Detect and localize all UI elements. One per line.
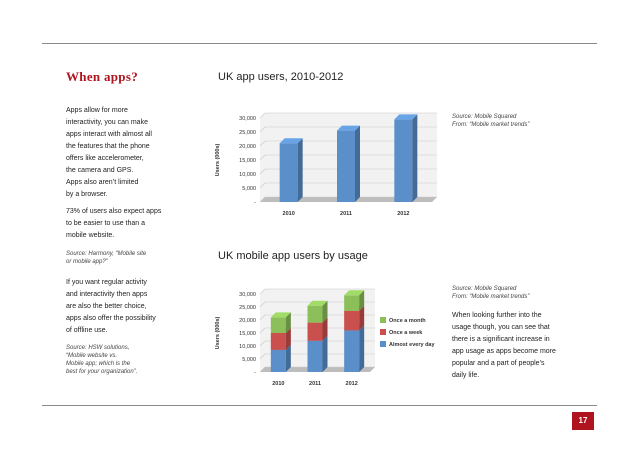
bar-2011-front: [337, 131, 355, 202]
text-line: 73% of users also expect apps: [66, 208, 162, 215]
activity-paragraph: [66, 277, 191, 337]
text-line: Apps also aren’t limited: [66, 179, 139, 186]
text-line: to be easier to use than a: [66, 220, 145, 227]
y-tick-label: 20,000: [239, 318, 256, 324]
text-line: the camera and GPS.: [66, 167, 134, 174]
bar-2011-seg-2: [308, 301, 328, 323]
text-line: offers like accelerometer,: [66, 155, 144, 162]
y-axis-label: Users (000s): [215, 316, 221, 350]
bar-2011-side: [355, 126, 360, 202]
text-line: app usage as apps become more: [452, 348, 556, 355]
app-usage-stacked-chart: [210, 280, 440, 392]
source-line: Mobile app; which is the: [66, 361, 131, 367]
legend-label: Almost every day: [389, 342, 435, 348]
bar-2011-seg-2-front: [308, 306, 323, 323]
bar-2012-seg-0-front: [344, 330, 359, 372]
bar-2011-seg-1-front: [308, 323, 323, 341]
text-line: usage though, you can see that: [452, 324, 550, 331]
chart-legend: [380, 317, 435, 348]
y-tick-label: 30,000: [239, 116, 256, 122]
x-tick-label: 2010: [272, 381, 285, 387]
text-line: there is a significant increase in: [452, 336, 550, 343]
bar-2011-seg-0: [308, 336, 328, 372]
usage-paragraph: [452, 310, 582, 382]
chart2-title: UK mobile app users by usage: [218, 250, 368, 262]
y-tick-label: 20,000: [239, 144, 256, 150]
source-line: “Mobile website vs.: [66, 353, 118, 359]
bar-2010-seg-1-front: [271, 333, 286, 350]
text-line: Apps allow for more: [66, 107, 128, 114]
bar-2011-seg-0-side: [323, 336, 328, 372]
text-line: and interactivity then apps: [66, 291, 148, 298]
x-tick-label: 2011: [340, 211, 352, 217]
bar-2011: [337, 126, 360, 202]
expectation-paragraph: [66, 206, 191, 242]
source-line: From: “Mobile market trends”: [452, 294, 530, 300]
bar-2010-seg-0-front: [271, 350, 286, 372]
x-tick-label: 2012: [345, 381, 358, 387]
bar-2012-seg-1-front: [344, 311, 359, 331]
text-line: mobile website.: [66, 232, 115, 239]
page-number: 17: [572, 412, 594, 430]
text-line: When looking further into the: [452, 312, 542, 319]
bar-2012-seg-0: [344, 325, 364, 372]
y-tick-label: 15,000: [239, 331, 256, 337]
y-tick-label: 30,000: [239, 292, 256, 298]
y-axis-label: Users (000s): [215, 143, 221, 177]
chart1-title: UK app users, 2010-2012: [218, 71, 344, 83]
text-line: If you want regular activity: [66, 279, 147, 286]
bar-2012-seg-2-front: [344, 295, 359, 311]
legend-label: Once a week: [389, 330, 423, 336]
source-note-hsw: [66, 344, 196, 376]
bar-2012: [394, 114, 417, 202]
y-tick-label: 15,000: [239, 158, 256, 164]
source-line: Source: Harmony, “Mobile site: [66, 251, 147, 257]
source-line: or mobile app?”: [66, 259, 108, 265]
x-tick-label: 2010: [282, 211, 295, 217]
y-tick-label: 5,000: [242, 186, 256, 192]
y-tick-label: -: [254, 200, 256, 206]
text-line: of offline use.: [66, 327, 108, 334]
x-tick-label: 2011: [309, 381, 321, 387]
y-tick-label: -: [254, 370, 256, 376]
bar-2010-seg-2-front: [271, 317, 286, 333]
source-line: Source: Mobile Squared: [452, 286, 517, 292]
source-line: Source: Mobile Squared: [452, 114, 517, 120]
text-line: apps interact with almost all: [66, 131, 152, 138]
bar-2012-seg-2: [344, 290, 364, 311]
bottom-rule: [42, 405, 597, 406]
y-tick-label: 25,000: [239, 130, 256, 136]
bar-2011-seg-0-front: [308, 341, 323, 372]
bar-2012-side: [412, 114, 417, 202]
text-line: the features that the phone: [66, 143, 150, 150]
text-line: by a browser.: [66, 191, 108, 198]
legend-swatch: [380, 341, 386, 347]
bar-2010-side: [298, 138, 303, 202]
source-line: From: “Mobile market trends”: [452, 122, 530, 128]
chart2-source: [452, 285, 582, 301]
y-tick-label: 25,000: [239, 305, 256, 311]
x-tick-label: 2012: [397, 211, 410, 217]
text-line: apps also offer the possibility: [66, 315, 156, 322]
intro-paragraph: [66, 105, 191, 201]
source-note-harmony: [66, 250, 191, 266]
source-line: Source: HSW solutions,: [66, 345, 130, 351]
text-line: interactivity, you can make: [66, 119, 148, 126]
bar-2010: [280, 138, 303, 202]
bar-2012-front: [394, 119, 412, 202]
chart1-source: [452, 113, 582, 129]
y-tick-label: 10,000: [239, 344, 256, 350]
bar-2010-seg-2: [271, 312, 291, 333]
text-line: popular and a part of people’s: [452, 360, 545, 367]
text-line: daily life.: [452, 372, 480, 379]
source-line: best for your organization”.: [66, 369, 138, 375]
app-users-bar-chart: [210, 100, 440, 225]
y-tick-label: 5,000: [242, 357, 256, 363]
legend-swatch: [380, 317, 386, 323]
text-line: are also the better choice,: [66, 303, 147, 310]
y-tick-label: 10,000: [239, 172, 256, 178]
legend-swatch: [380, 329, 386, 335]
legend-label: Once a month: [389, 318, 426, 324]
top-rule: [42, 43, 597, 44]
section-heading: When apps?: [66, 69, 138, 84]
bar-2010-front: [280, 143, 298, 202]
bar-2012-seg-0-side: [359, 325, 364, 372]
